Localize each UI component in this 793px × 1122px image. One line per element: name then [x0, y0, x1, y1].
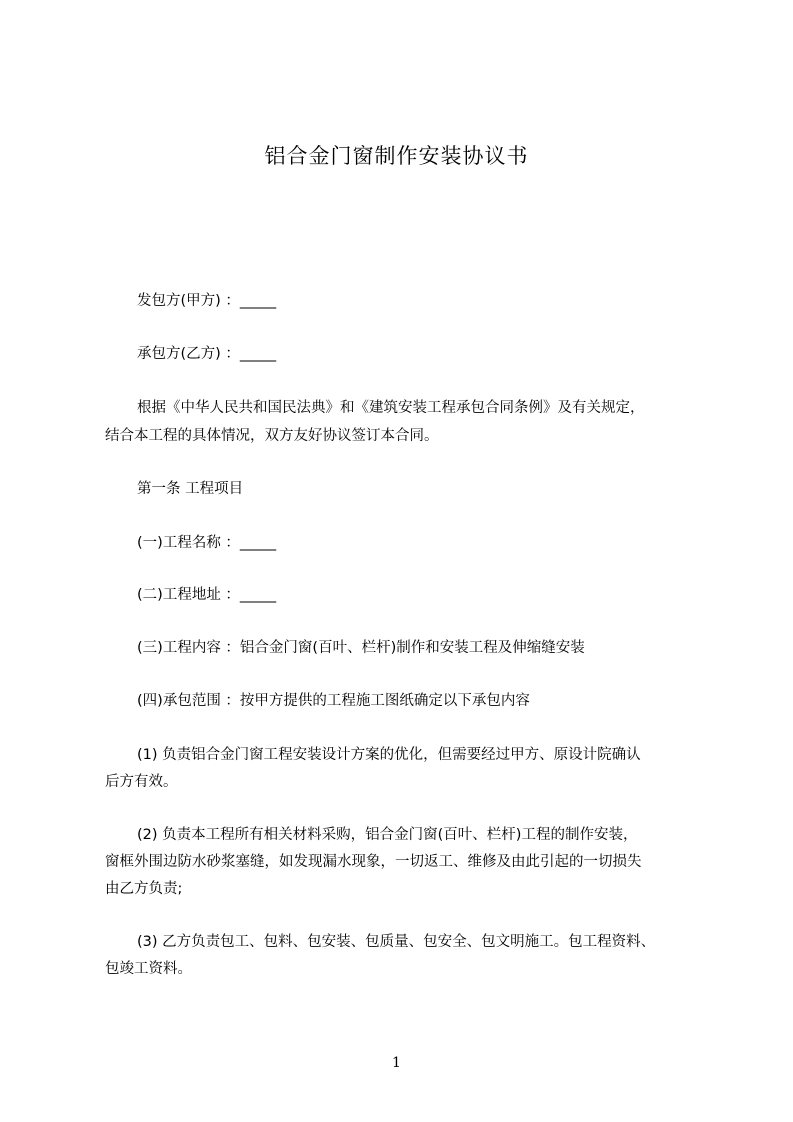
item-project-address: (二)工程地址 ：_____: [137, 587, 277, 603]
page-number: 1: [392, 1055, 401, 1071]
scope-1-line-1: (1) 负责铝合金门窗工程安装设计方案的优化，但需要经过甲方、原设计院确认: [137, 747, 641, 763]
item-project-content: (三)工程内容 ：铝合金门窗(百叶、栏杆)制作和安装工程及伸缩缝安装: [137, 640, 585, 656]
scope-3-line-1: (3) 乙方负责包工、包料、包安装、包质量、包安全、包文明施工。包工程资料、: [137, 934, 656, 950]
intro-line-2: 结合本工程的具体情况，双方友好协议签订本合同。: [105, 428, 439, 444]
party-a-line: 发包方(甲方) ：_____: [137, 293, 277, 309]
intro-line-1: 根据《中华人民共和国民法典》和《建筑安装工程承包合同条例》及有关规定，: [137, 400, 645, 416]
document-title: 铝合金门窗制作安装协议书: [264, 144, 529, 168]
party-b-line: 承包方(乙方) ：_____: [137, 346, 277, 362]
item-contract-scope: (四)承包范围 ：按甲方提供的工程施工图纸确定以下承包内容: [137, 693, 530, 709]
scope-2-line-3: 由乙方负责;: [105, 881, 183, 897]
scope-2-line-1: (2) 负责本工程所有相关材料采购，铝合金门窗(百叶、栏杆)工程的制作安装，: [137, 827, 638, 843]
scope-3-line-2: 包竣工资料。: [105, 961, 192, 977]
scope-1-line-2: 后方有效。: [105, 774, 178, 790]
scope-2-line-2: 窗框外围边防水砂浆塞缝，如发现漏水现象，一切返工、维修及由此引起的一切损失: [105, 854, 642, 870]
article-1-heading: 第一条 工程项目: [137, 481, 244, 497]
item-project-name: (一)工程名称 ：_____: [137, 535, 277, 551]
